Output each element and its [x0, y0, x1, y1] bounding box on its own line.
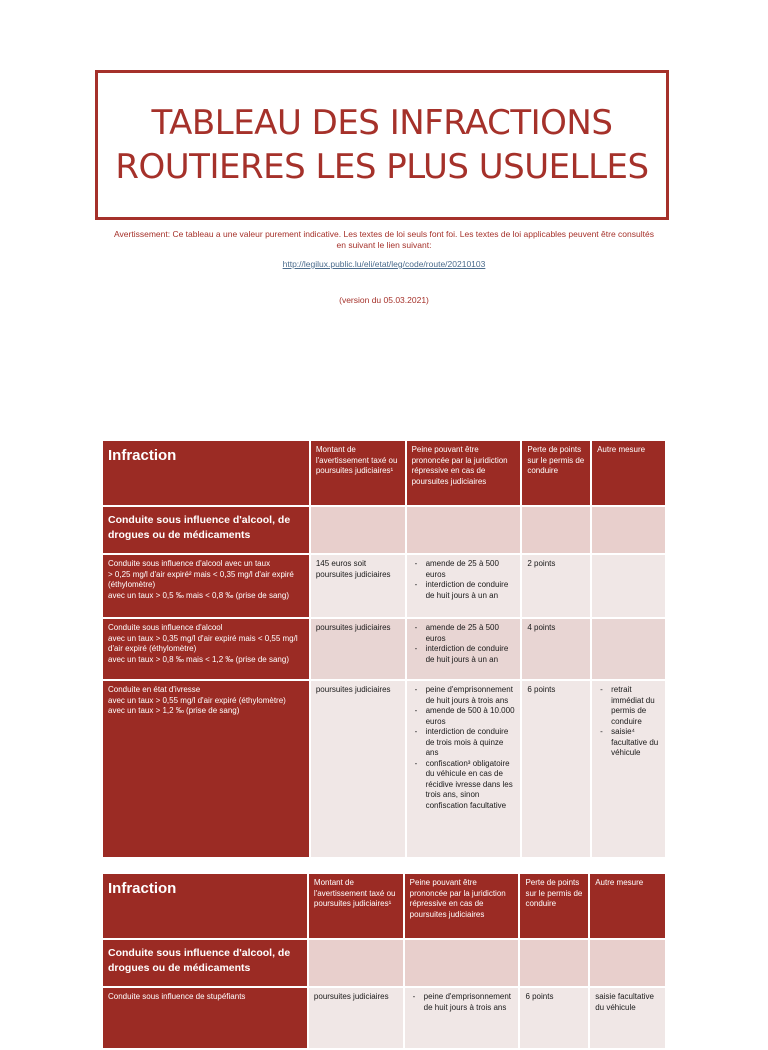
infractions-table-2 — [101, 872, 667, 1050]
peine-cell: - peine d'emprisonnement de huit jours à trois ans - amende de 500 à 10.000 euros - interdiction de conduire de trois mois à quinze ans - confiscation³ obligatoire du véhicule en cas de récidive ivresse dans les trois ans, sinon confiscation facultative — [407, 681, 521, 857]
autre-cell: - retrait immédiat du permis de conduire - saisie⁴ facultative du véhicule — [592, 681, 665, 857]
autre-cell — [592, 555, 665, 617]
header-montant: Montant de l'avertissement taxé ou poursuites judiciaires¹ — [311, 441, 405, 505]
infraction-cell: Conduite sous influence d'alcool avec un taux > 0,35 mg/l d'air expiré mais < 0,55 mg/l d'air expiré (éthylomètre) avec un taux > 0,8 ‰ mais < 1,2 ‰ (prise de sang) — [103, 619, 309, 679]
header-peine: Peine pouvant être prononcée par la juridiction répressive en cas de poursuites judiciaires — [407, 441, 521, 505]
montant-cell: 145 euros soit poursuites judiciaires — [311, 555, 405, 617]
page-title: TABLEAU DES INFRACTIONS ROUTIERES LES PLUS USUELLES — [115, 103, 649, 187]
table-row — [103, 555, 665, 617]
peine-cell: - amende de 25 à 500 euros - interdiction de conduire de huit jours à un an — [407, 555, 521, 617]
legilux-link[interactable]: http://legilux.public.lu/eli/etat/leg/code/route/20210103 — [282, 259, 486, 269]
autre-cell — [592, 619, 665, 679]
table-row — [103, 681, 665, 857]
header-autre: Autre mesure — [592, 441, 665, 505]
perte-cell: 4 points — [522, 619, 590, 679]
header-montant: Montant de l'avertissement taxé ou poursuites judiciaires¹ — [309, 874, 403, 938]
header-infraction: Infraction — [103, 874, 307, 938]
infraction-cell: Conduite sous influence d'alcool avec un taux > 0,25 mg/l d'air expiré² mais < 0,35 mg/l d'air expiré (éthylomètre) avec un taux > 0,5 ‰ mais < 0,8 ‰ (prise de sang) — [103, 555, 309, 617]
peine-cell: - peine d'emprisonnement de huit jours à trois ans — [405, 988, 519, 1048]
autre-cell: saisie facultative du véhicule — [590, 988, 665, 1048]
header-perte: Perte de points sur le permis de conduire — [522, 441, 590, 505]
infractions-table-1 — [101, 439, 667, 859]
table-row — [103, 619, 665, 679]
header-perte: Perte de points sur le permis de conduire — [520, 874, 588, 938]
header-peine: Peine pouvant être prononcée par la juridiction répressive en cas de poursuites judiciaires — [405, 874, 519, 938]
montant-cell: poursuites judiciaires — [309, 988, 403, 1048]
perte-cell: 2 points — [522, 555, 590, 617]
version-text: (version du 05.03.2021) — [339, 295, 429, 305]
infraction-cell: Conduite en état d'ivresse avec un taux > 0,55 mg/l d'air expiré (éthylomètre) avec un taux > 1,2 ‰ (prise de sang) — [103, 681, 309, 857]
warning-text: Avertissement: Ce tableau a une valeur purement indicative. Les textes de loi seuls font foi. Les textes de loi applicables peuvent être consultés en suivant le lien suivant: — [114, 229, 654, 250]
infraction-cell: Conduite sous influence de stupéfiants — [103, 988, 307, 1048]
section-label: Conduite sous influence d'alcool, de drogues ou de médicaments — [103, 507, 309, 553]
title-box — [95, 70, 669, 220]
peine-cell: - amende de 25 à 500 euros - interdiction de conduire de huit jours à un an — [407, 619, 521, 679]
table-row — [103, 988, 665, 1048]
header-autre: Autre mesure — [590, 874, 665, 938]
perte-cell: 6 points — [522, 681, 590, 857]
montant-cell: poursuites judiciaires — [311, 619, 405, 679]
perte-cell: 6 points — [520, 988, 588, 1048]
header-infraction: Infraction — [103, 441, 309, 505]
montant-cell: poursuites judiciaires — [311, 681, 405, 857]
section-label: Conduite sous influence d'alcool, de drogues ou de médicaments — [103, 940, 307, 986]
